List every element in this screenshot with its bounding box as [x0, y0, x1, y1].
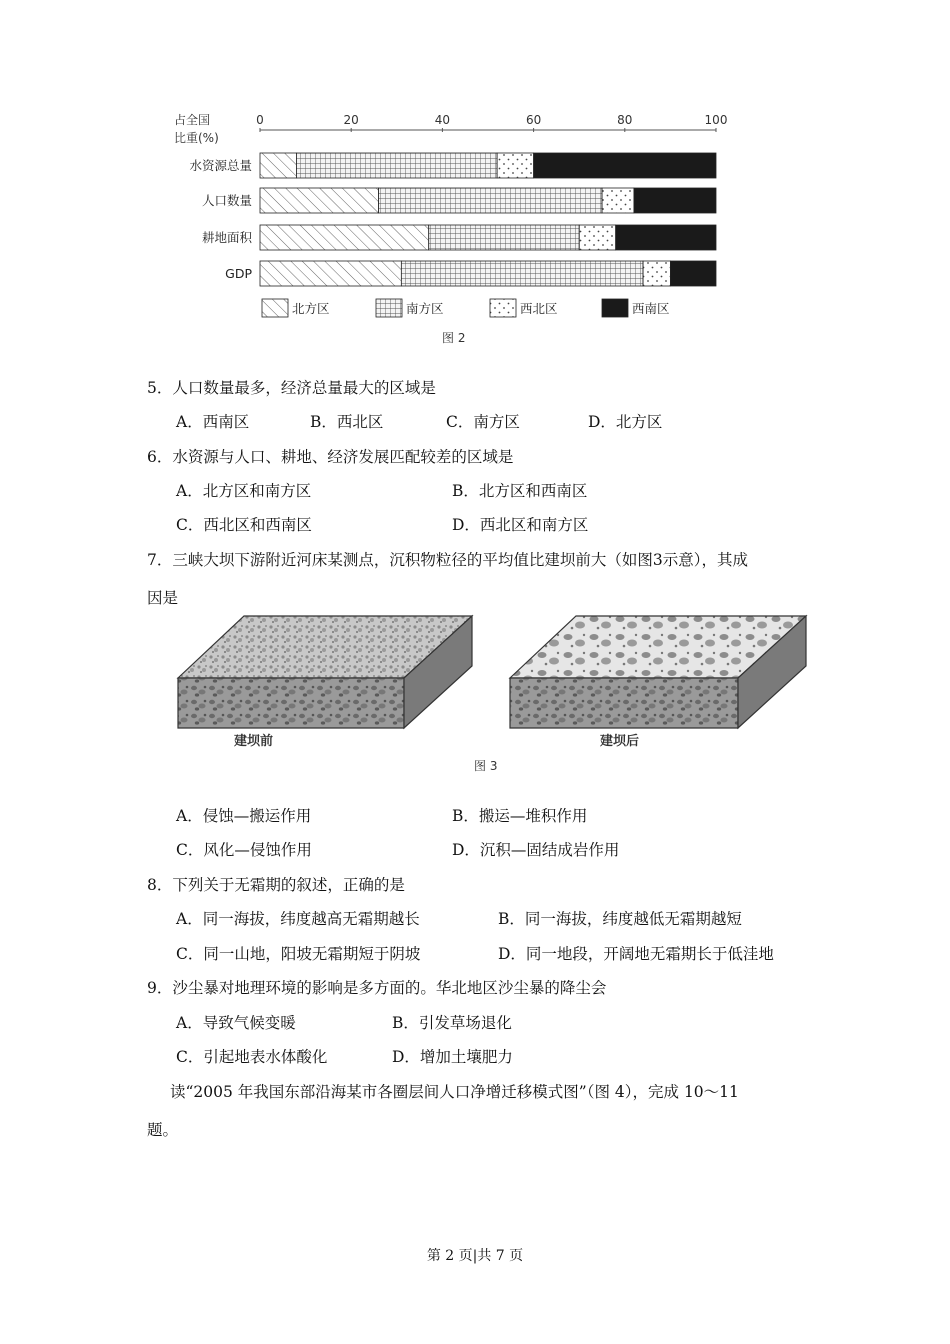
label-after-dam: 建坝后: [600, 734, 640, 749]
figure-2-chart: [160, 108, 760, 353]
label-before-dam: 建坝前: [234, 734, 274, 749]
q9-option-b: B．引发草场退化: [392, 1014, 512, 1032]
legend-label: 南方区: [406, 301, 444, 316]
legend-swatch: [602, 299, 628, 317]
category-label: 人口数量: [201, 193, 252, 208]
block-after-dam: [510, 616, 806, 728]
legend-label: 北方区: [292, 301, 330, 316]
bar-segment: [534, 153, 716, 178]
bar-segment: [634, 188, 716, 213]
bar-segment: [602, 188, 634, 213]
q5-option-b: B．西北区: [310, 413, 384, 431]
question-6-stem: 6．水资源与人口、耕地、经济发展匹配较差的区域是: [147, 448, 514, 466]
question-7-stem-line2: 因是: [147, 589, 179, 607]
block-before-dam: [178, 616, 472, 728]
tick-label: 0: [256, 113, 264, 127]
q9-option-c: C．引起地表水体酸化: [176, 1048, 328, 1066]
tick-label: 60: [525, 113, 542, 127]
q6-option-c: C．西北区和西南区: [176, 516, 312, 534]
reading-prompt-line1: 读“2005 年我国东部沿海某市各圈层间人口净增迁移模式图”（图 4），完成 10～11: [170, 1083, 739, 1101]
bar-segment: [579, 225, 615, 250]
legend-label: 西北区: [520, 301, 558, 316]
q7-option-a: A．侵蚀—搬运作用: [176, 807, 312, 825]
question-7-stem-line1: 7．三峡大坝下游附近河床某测点，沉积物粒径的平均值比建坝前大（如图3示意），其成: [147, 551, 748, 569]
bar-segment: [296, 153, 497, 178]
q6-option-b: B．北方区和西南区: [452, 482, 588, 500]
bar-segment: [260, 225, 429, 250]
page-footer: 第 2 页|共 7 页: [426, 1248, 524, 1264]
tick-label: 40: [434, 113, 451, 127]
q5-option-d: D．北方区: [588, 413, 663, 431]
reading-prompt-line2: 题。: [147, 1121, 179, 1139]
category-label: 水资源总量: [189, 158, 252, 173]
bar-segment: [616, 225, 716, 250]
bar-segment: [497, 153, 533, 178]
question-5-stem: 5．人口数量最多，经济总量最大的区域是: [147, 379, 436, 397]
bar-segment: [643, 261, 670, 286]
q9-option-d: D．增加土壤肥力: [392, 1048, 513, 1066]
q6-option-d: D．西北区和南方区: [452, 516, 589, 534]
axis-title-line2: 比重(%): [174, 131, 219, 145]
legend-label: 西南区: [632, 301, 670, 316]
bar-segment: [670, 261, 716, 286]
q5-option-c: C．南方区: [446, 413, 520, 431]
q6-option-a: A．北方区和南方区: [176, 482, 312, 500]
figure-3-diagram: [172, 614, 812, 779]
bar-segment: [401, 261, 643, 286]
q8-option-d: D．同一地段，开阔地无霜期长于低洼地: [498, 945, 774, 963]
question-8-stem: 8．下列关于无霜期的叙述，正确的是: [147, 876, 405, 894]
q7-option-c: C．风化—侵蚀作用: [176, 841, 312, 859]
q7-option-d: D．沉积—固结成岩作用: [452, 841, 620, 859]
q8-option-b: B．同一海拔，纬度越低无霜期越短: [498, 910, 742, 928]
figure-2-caption: 图 2: [442, 331, 466, 345]
axis-title-line1: 占全国: [174, 113, 211, 127]
legend-swatch: [490, 299, 516, 317]
bar-segment: [260, 261, 401, 286]
legend-swatch: [376, 299, 402, 317]
bar-segment: [429, 225, 579, 250]
question-9-stem: 9．沙尘暴对地理环境的影响是多方面的。华北地区沙尘暴的降尘会: [147, 979, 607, 997]
q9-option-a: A．导致气候变暖: [176, 1014, 296, 1032]
legend-swatch: [262, 299, 288, 317]
category-label: GDP: [225, 266, 252, 281]
q7-option-b: B．搬运—堆积作用: [452, 807, 588, 825]
bar-segment: [260, 188, 379, 213]
tick-label: 20: [343, 113, 359, 127]
tick-label: 100: [704, 113, 728, 127]
q8-option-c: C．同一山地，阳坡无霜期短于阴坡: [176, 945, 421, 963]
figure-3-caption: 图 3: [474, 759, 498, 773]
q8-option-a: A．同一海拔，纬度越高无霜期越长: [176, 910, 420, 928]
q5-option-a: A．西南区: [176, 413, 250, 431]
bar-segment: [260, 153, 296, 178]
bar-segment: [379, 188, 602, 213]
category-label: 耕地面积: [201, 230, 252, 245]
tick-label: 80: [617, 113, 633, 127]
